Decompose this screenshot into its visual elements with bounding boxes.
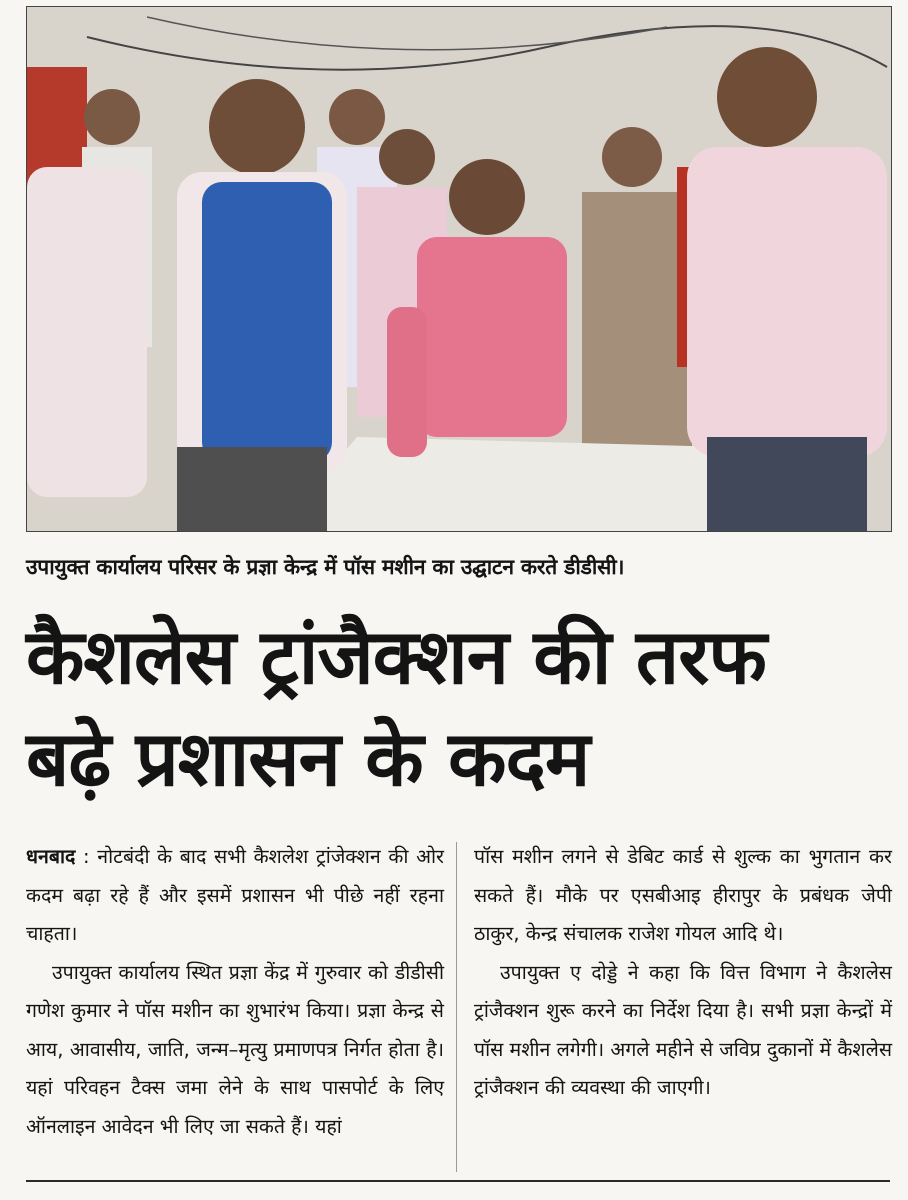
headline [26, 606, 890, 810]
news-photo [26, 6, 892, 532]
article-paragraph: पॉस मशीन लगने से डेबिट कार्ड से शुल्क का भुगतान कर सकते हैं। मौके पर एसबीआइ हीरापुर के प्रबंधक जेपी ठाकुर, केन्द्र संचालक राजेश गोयल आदि थे। [474, 845, 892, 945]
article-paragraph: धनबाद : नोटबंदी के बाद सभी कैशलेश ट्रांजेक्शन की ओर कदम बढ़ा रहे हैं और इसमें प्रशासन भी पीछे नहीं रहना चाहता। [26, 845, 444, 945]
dateline: धनबाद [26, 845, 76, 868]
column-divider [456, 842, 457, 1172]
article-column-left [26, 838, 444, 1146]
article-paragraph: उपायुक्त कार्यालय स्थित प्रज्ञा केंद्र में गुरुवार को डीडीसी गणेश कुमार ने पॉस मशीन का शुभारंभ किया। प्रज्ञा केन्द्र से आय, आवासीय, जाति, जन्म–मृत्यु प्रमाणपत्र निर्गत होता है। यहां परिवहन टैक्स जमा लेने के साथ पासपोर्ट के लिए ऑनलाइन आवेदन भी लिए जा सकते हैं। यहां [26, 960, 444, 1138]
article-column-right [474, 838, 892, 1108]
article-paragraph: उपायुक्त ए दोड्डे ने कहा कि वित्त विभाग ने कैशलेस ट्रांजैक्शन शुरू करने का निर्देश दिया है। सभी प्रज्ञा केन्द्रों में पॉस मशीन लगेगी। अगले महीने से जविप्र दुकानों में कैशलेस ट्रांजैक्शन की व्यवस्था की जाएगी। [474, 960, 892, 1099]
headline-line-1: कैशलेस ट्रांजैक्शन की तरफ [26, 612, 766, 701]
bottom-rule [26, 1180, 890, 1182]
headline-line-2: बढ़े प्रशासन के कदम [26, 714, 590, 803]
photo-caption: उपायुक्त कार्यालय परिसर के प्रज्ञा केन्द्र में पॉस मशीन का उद्घाटन करते डीडीसी। [26, 555, 625, 579]
paragraph-text: नोटबंदी के बाद सभी कैशलेश ट्रांजेक्शन की ओर कदम बढ़ा रहे हैं और इसमें प्रशासन भी पीछे नहीं रहना चाहता। [26, 845, 444, 945]
